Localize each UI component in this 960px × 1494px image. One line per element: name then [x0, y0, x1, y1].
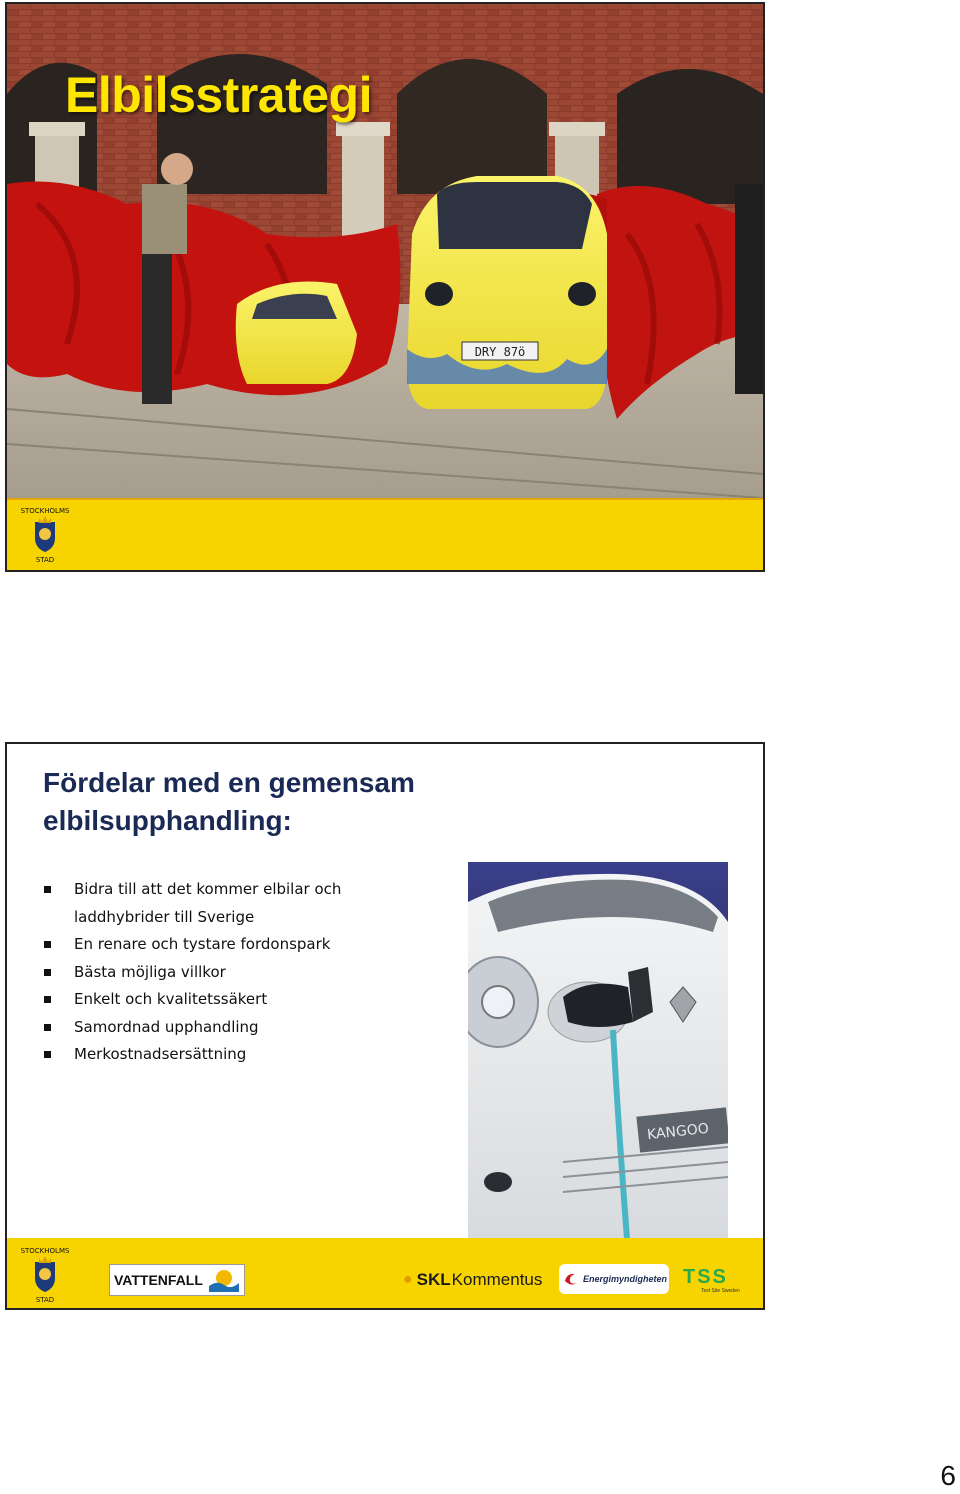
energimyndigheten-text: Energimyndigheten [583, 1274, 668, 1284]
skl-kommentus-logo [403, 1268, 542, 1292]
charging-van-photo [468, 862, 728, 1252]
bullet-square-icon [44, 1024, 51, 1031]
stockholm-seal-icon [15, 1244, 75, 1304]
bullet-text: Bästa möjliga villkor [74, 962, 226, 981]
slide-elbilsstrategi [5, 2, 765, 572]
skl-text: SKL [416, 1270, 451, 1289]
energimyndigheten-logo [559, 1264, 669, 1294]
stockholm-seal-icon [15, 504, 75, 564]
list-item [43, 959, 453, 987]
slide-title: Elbilsstrategi [65, 67, 372, 123]
bullet-text: Samordnad upphandling [74, 1017, 259, 1036]
list-item [43, 931, 453, 959]
bullet-square-icon [44, 886, 51, 893]
skl-dot-icon: ● [403, 1271, 413, 1288]
energimyndigheten-swirl-icon [563, 1271, 579, 1287]
slide-fordelar [5, 742, 765, 1310]
svg-text:STOCKHOLMS: STOCKHOLMS [20, 507, 70, 515]
benefits-list [43, 876, 453, 1069]
list-item [43, 1041, 453, 1069]
list-item [43, 1014, 453, 1042]
tss-logo [683, 1264, 743, 1298]
tss-text: TSS [683, 1266, 728, 1288]
heading-line-2: elbilsupphandling: [43, 805, 292, 836]
bullet-square-icon [44, 1051, 51, 1058]
bullet-square-icon [44, 969, 51, 976]
footer-band [7, 498, 763, 570]
vattenfall-sun-icon [209, 1268, 239, 1292]
list-item [43, 876, 453, 931]
bullet-text: Merkostnadsersättning [74, 1045, 247, 1063]
bullet-text: En renare och tystare fordonspark [74, 935, 331, 953]
list-item [43, 986, 453, 1014]
partner-logo-band [7, 1238, 763, 1308]
bullet-square-icon [44, 996, 51, 1003]
svg-text:STOCKHOLMS: STOCKHOLMS [20, 1247, 70, 1255]
tss-tagline: Test Site Sweden [701, 1288, 740, 1294]
bullet-text-continued: laddhybrider till Sverige [74, 907, 255, 926]
van-badge: KANGOO [646, 1120, 710, 1144]
slide-heading [43, 764, 483, 840]
heading-line-1: Fördelar med en gemensam [43, 767, 415, 798]
page-number: 6 [940, 1460, 956, 1491]
bullet-text: Enkelt och kvalitetssäkert [74, 990, 268, 1008]
band-top-line [7, 498, 763, 500]
bullet-text: Bidra till att det kommer elbilar och [74, 880, 342, 898]
kommentus-text: Kommentus [451, 1270, 543, 1289]
bullet-square-icon [44, 941, 51, 948]
svg-text:STAD: STAD [35, 556, 55, 564]
vattenfall-logo [109, 1264, 245, 1296]
svg-text:STAD: STAD [35, 1296, 55, 1304]
vattenfall-text: VATTENFALL [114, 1272, 203, 1288]
car-plate: DRY 87ö [474, 345, 526, 359]
